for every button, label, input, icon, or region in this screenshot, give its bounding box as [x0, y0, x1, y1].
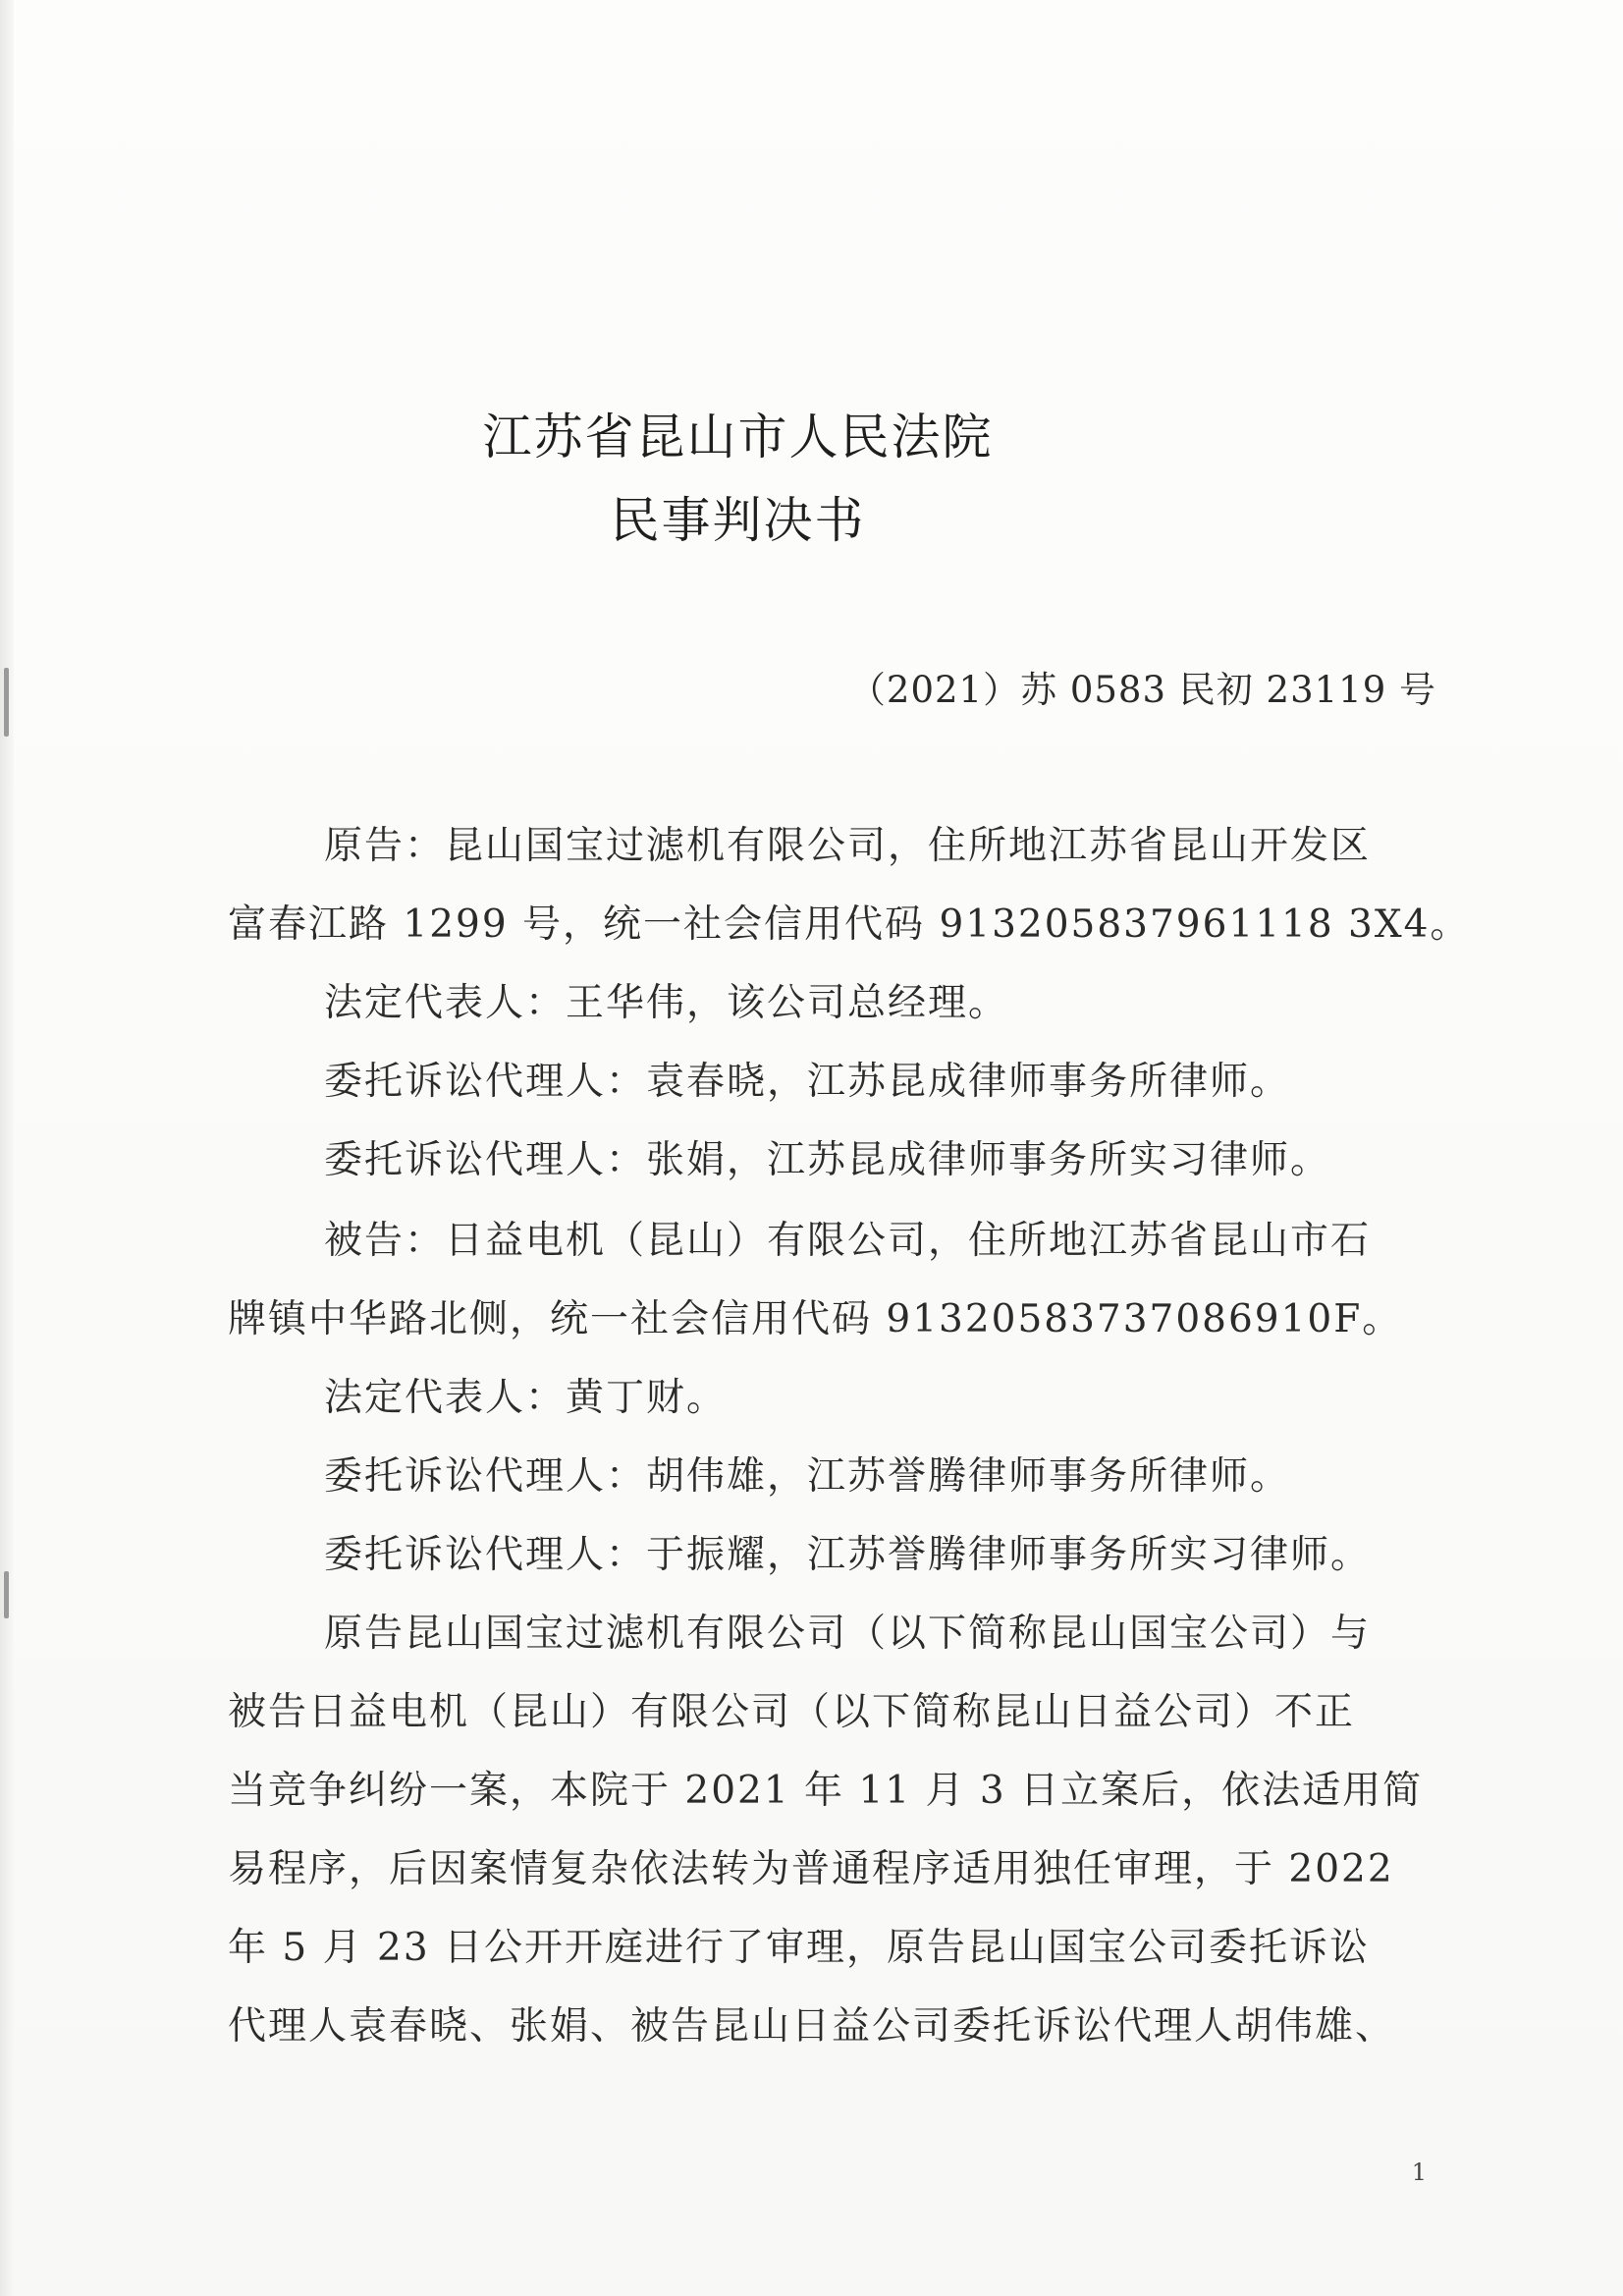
defendant-address-line: 牌镇中华路北侧，统一社会信用代码 91320583737086910F。 — [228, 1297, 1403, 1341]
defendant-line: 被告：日益电机（昆山）有限公司，住所地江苏省昆山市石 — [324, 1219, 1372, 1263]
plaintiff-agent-2-line: 委托诉讼代理人：张娟，江苏昆成律师事务所实习律师。 — [324, 1138, 1331, 1182]
plaintiff-line: 原告：昆山国宝过滤机有限公司，住所地江苏省昆山开发区 — [324, 824, 1372, 868]
plaintiff-address-line: 富春江路 1299 号，统一社会信用代码 913205837961118 3X4。 — [228, 902, 1471, 947]
page-edge-shadow — [0, 0, 14, 2296]
court-name-heading: 江苏省昆山市人民法院 — [482, 409, 994, 465]
defendant-agent-2-line: 委托诉讼代理人：于振耀，江苏誉腾律师事务所实习律师。 — [324, 1533, 1372, 1577]
binder-mark — [4, 668, 9, 737]
body-paragraph-line: 原告昆山国宝过滤机有限公司（以下简称昆山国宝公司）与 — [324, 1612, 1372, 1656]
body-paragraph-line: 当竞争纠纷一案，本院于 2021 年 11 月 3 日立案后，依法适用简 — [228, 1769, 1424, 1813]
defendant-legal-rep-line: 法定代表人：黄丁财。 — [324, 1376, 728, 1420]
body-paragraph-line: 易程序，后因案情复杂依法转为普通程序适用独任审理，于 2022 — [228, 1847, 1394, 1891]
case-number: （2021）苏 0583 民初 23119 号 — [848, 669, 1436, 711]
body-paragraph-line: 年 5 月 23 日公开开庭进行了审理，原告昆山国宝公司委托诉讼 — [228, 1926, 1371, 1970]
defendant-agent-1-line: 委托诉讼代理人：胡伟雄，江苏誉腾律师事务所律师。 — [324, 1454, 1291, 1499]
body-paragraph-line: 被告日益电机（昆山）有限公司（以下简称昆山日益公司）不正 — [228, 1690, 1356, 1734]
plaintiff-agent-1-line: 委托诉讼代理人：袁春晓，江苏昆成律师事务所律师。 — [324, 1060, 1291, 1104]
plaintiff-legal-rep-line: 法定代表人：王华伟，该公司总经理。 — [324, 981, 1009, 1025]
page-number: 1 — [1411, 2159, 1427, 2186]
document-type-heading: 民事判决书 — [610, 492, 866, 549]
binder-mark — [4, 1571, 9, 1618]
body-paragraph-line: 代理人袁春晓、张娟、被告昆山日益公司委托诉讼代理人胡伟雄、 — [228, 2004, 1396, 2049]
